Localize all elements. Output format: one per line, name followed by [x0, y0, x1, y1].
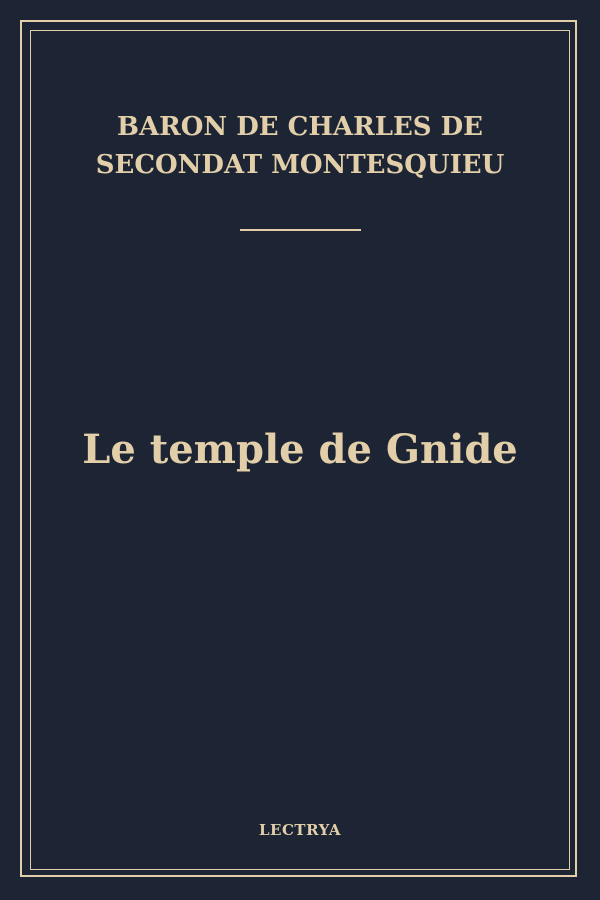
author-line-2: SECONDAT MONTESQUIEU [95, 150, 505, 180]
publisher-name: LECTRYA [259, 821, 341, 839]
author-line-1: BARON DE CHARLES DE [117, 112, 483, 142]
divider-line [240, 229, 361, 231]
author-name [40, 108, 560, 184]
book-title: Le temple de Gnide [82, 426, 518, 473]
